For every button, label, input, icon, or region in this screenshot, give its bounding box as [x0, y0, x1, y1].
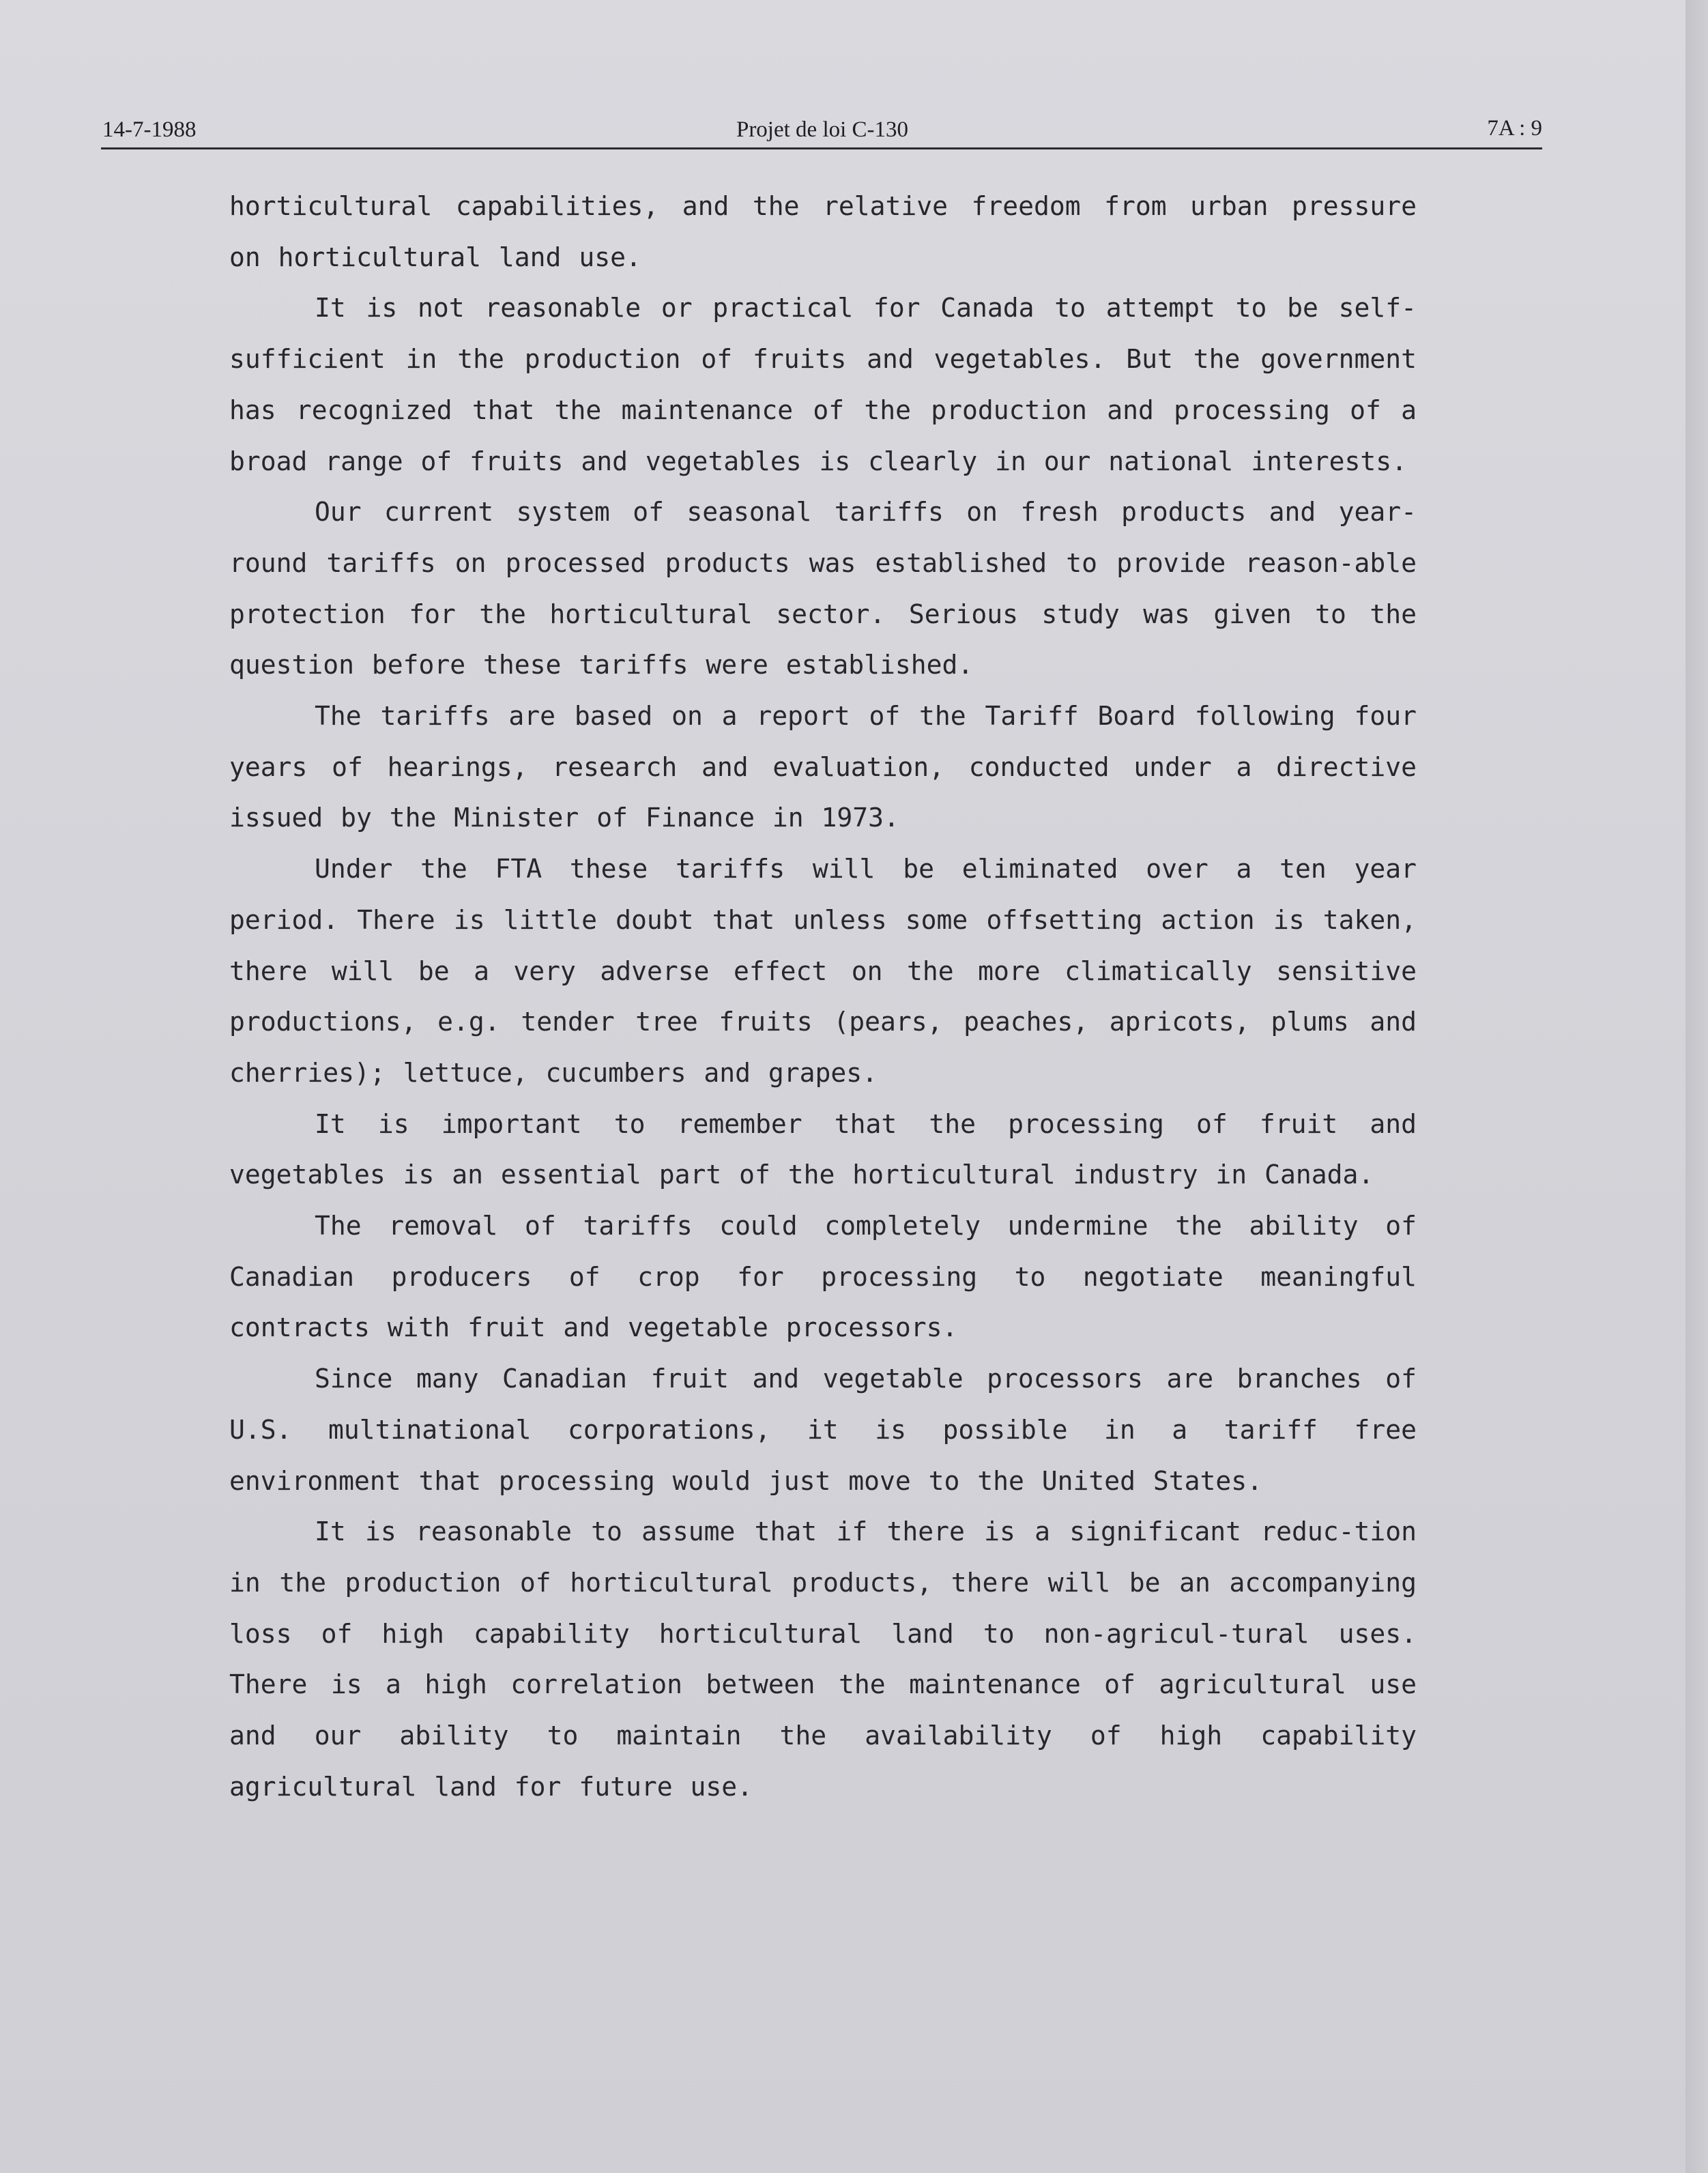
page-header [102, 111, 1542, 152]
paragraph: The removal of tariffs could completely undermine the ability of Canadian producers of crop for processing to negotiate meaningful contracts with fruit and vegetable processors. [229, 1211, 1417, 1343]
paragraph: It is reasonable to assume that if there is a significant reduc-tion in the production of horticultural products, there will be an accompanying loss of high capability horticultural land to non-agricul-tural uses. There is a high correlation between the maintenance of agricultural use and our ability to maintain the availability of high capability agricultural land for future use. [229, 1516, 1417, 1802]
paragraph: Under the FTA these tariffs will be eliminated over a ten year period. There is little doubt that unless some offsetting action is taken, there will be a very adverse effect on the more climatically sensitive productions, e.g. tender tree fruits (pears, peaches, apricots, plums and cherries); lettuce, cucumbers and grapes. [229, 854, 1417, 1088]
paragraph: Our current system of seasonal tariffs on fresh products and year-round tariffs on processed products was established to provide reason-able protection for the horticultural sector. Serious study was given to the question before these tariffs were established. [229, 497, 1417, 680]
paragraph: Since many Canadian fruit and vegetable processors are branches of U.S. multinational corporations, it is possible in a tariff free environment that processing would just move to the United States. [229, 1364, 1417, 1496]
header-page-ref: 7A : 9 [1487, 116, 1542, 141]
paragraph: horticultural capabilities, and the relative freedom from urban pressure on horticultural land use. [229, 191, 1417, 272]
header-title: Projet de loi C-130 [736, 117, 909, 142]
header-date: 14-7-1988 [102, 117, 197, 142]
page-edge [1685, 0, 1708, 2173]
paragraph: It is important to remember that the processing of fruit and vegetables is an essential part of the horticultural industry in Canada. [229, 1108, 1417, 1190]
paragraph: It is not reasonable or practical for Canada to attempt to be self-sufficient in the production of fruits and vegetables. But the government has recognized that the maintenance of the production and processing of a broad range of fruits and vegetables is clearly in our national interests. [229, 293, 1417, 476]
header-rule [101, 147, 1542, 149]
paragraph: The tariffs are based on a report of the Tariff Board following four years of hearings, research and evaluation, conducted under a directive issued by the Minister of Finance in 1973. [229, 701, 1417, 833]
body-text [229, 181, 1417, 1813]
